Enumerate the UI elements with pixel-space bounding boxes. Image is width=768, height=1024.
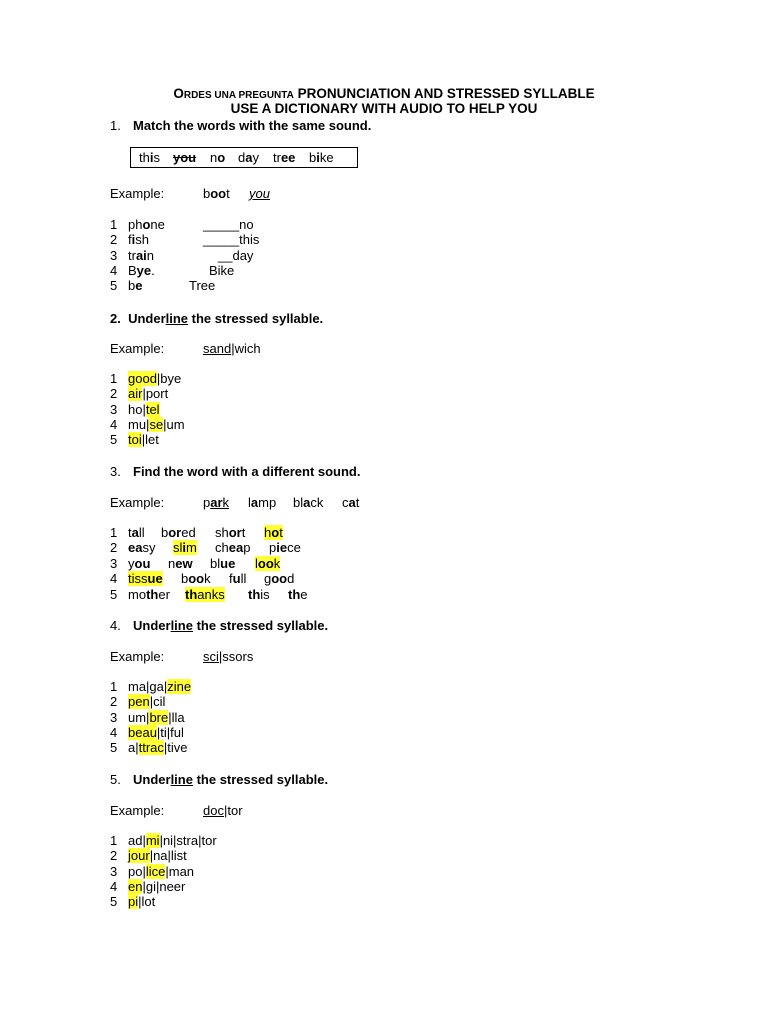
text-segment: n <box>146 248 155 263</box>
item-number: 4 <box>110 263 118 278</box>
syllable-word <box>128 894 155 909</box>
text-segment: b <box>128 278 136 293</box>
text-segment: l <box>248 495 251 510</box>
text-segment: ph <box>128 217 143 232</box>
text-segment: i <box>182 540 187 556</box>
text-segment: air <box>128 386 143 402</box>
text-segment: b <box>161 525 169 540</box>
syllable-word <box>128 710 185 725</box>
text-segment: tiss <box>128 571 148 587</box>
text-segment: |port <box>142 386 169 402</box>
syllable-word <box>128 432 159 447</box>
syllable-word <box>128 740 188 755</box>
syllable-word <box>128 725 184 740</box>
text-segment: se <box>149 416 164 432</box>
syllable-word <box>128 694 165 709</box>
text-segment: a <box>348 495 356 510</box>
text-segment: ck <box>310 495 324 510</box>
word-box-word-6 <box>309 150 334 165</box>
text-segment: |bye <box>156 371 182 386</box>
item-number: 5 <box>110 740 118 756</box>
text-segment: b <box>181 571 189 587</box>
text-segment: e <box>135 278 143 293</box>
text-segment: |wich <box>231 341 261 356</box>
text-segment: o <box>217 150 226 165</box>
item-number: 1 <box>110 371 118 386</box>
text-segment: mu| <box>128 416 150 432</box>
text-segment: m <box>186 540 197 556</box>
text-segment: ea <box>128 540 143 556</box>
syllable-word <box>128 833 217 848</box>
text-segment: th <box>146 586 159 602</box>
text-segment: s <box>153 150 160 165</box>
title-prefix-initial: O <box>173 86 184 101</box>
word-box-word-2 <box>173 150 196 165</box>
answer-blank: __day <box>218 248 254 263</box>
text-segment: i <box>149 150 154 165</box>
example-word <box>293 495 323 510</box>
text-segment: good <box>128 371 157 386</box>
section-2-number: 2. <box>110 311 121 326</box>
option-word <box>161 525 196 540</box>
text-segment: en <box>128 878 143 894</box>
answer-blank: Tree <box>189 278 216 293</box>
item-number: 3 <box>110 709 118 725</box>
syllable-word <box>128 386 168 401</box>
text-segment: o <box>271 525 280 540</box>
syllable-word <box>128 848 187 863</box>
item-number: 4 <box>110 724 118 740</box>
text-segment: sh <box>135 232 149 247</box>
section-2-heading <box>110 311 323 326</box>
text-segment: ar <box>210 495 223 510</box>
row-number: 3 <box>110 555 118 571</box>
text-segment: |um <box>163 416 185 432</box>
text-segment: p <box>243 540 251 556</box>
text-segment: sl <box>173 540 183 556</box>
option-word <box>264 525 283 540</box>
text-segment: ch <box>215 540 229 556</box>
text-segment: beau <box>128 724 157 740</box>
text-segment: |tive <box>163 740 188 756</box>
text-segment: mi <box>145 833 160 848</box>
section-5-heading <box>133 772 328 787</box>
text-segment: sy <box>142 540 156 556</box>
text-segment: ma|ga| <box>128 679 168 694</box>
text-segment: f <box>128 232 132 247</box>
option-word <box>210 556 235 571</box>
section-4-number: 4. <box>110 618 121 633</box>
text-segment: t <box>355 495 360 510</box>
text-segment: ce <box>287 540 301 556</box>
example-word <box>248 495 276 510</box>
text-segment: |gi|neer <box>142 878 186 894</box>
section-4-example-word <box>203 649 253 664</box>
section-2-heading-post: the stressed syllable. <box>188 311 324 326</box>
text-segment: e <box>300 586 308 602</box>
text-segment: t <box>128 525 132 540</box>
text-segment: ye <box>136 263 152 278</box>
option-word <box>229 571 246 586</box>
item-number: 5 <box>110 894 118 910</box>
text-segment: f <box>229 571 233 587</box>
text-segment: ea <box>228 540 244 556</box>
text-segment: th <box>139 150 150 165</box>
text-segment: u <box>232 571 241 587</box>
text-segment: ew <box>175 555 193 571</box>
text-segment: or <box>228 525 242 540</box>
text-segment: th <box>288 586 301 602</box>
text-segment: er <box>158 586 170 602</box>
item-word <box>128 278 142 293</box>
item-number: 5 <box>110 278 118 293</box>
text-segment: th <box>185 586 198 602</box>
section-4-heading-post: the stressed syllable. <box>192 618 329 633</box>
text-segment: mo <box>128 586 147 602</box>
section-2-heading-pre: Under <box>128 311 166 326</box>
syllable-word <box>128 371 181 386</box>
example-word <box>342 495 359 510</box>
item-number: 2 <box>110 848 118 864</box>
text-segment: y <box>128 555 135 571</box>
item-number: 2 <box>110 232 118 247</box>
text-segment: t <box>226 186 230 201</box>
section-4-heading-pre: Under <box>133 618 171 633</box>
option-word <box>128 571 163 586</box>
text-segment: pen <box>128 694 150 710</box>
text-segment: ue <box>147 571 163 587</box>
text-segment: or <box>168 525 182 540</box>
item-word <box>128 263 155 278</box>
row-number: 4 <box>110 571 118 587</box>
text-segment: |man <box>165 863 195 879</box>
text-segment: l <box>255 555 258 571</box>
word-box-word-4 <box>238 150 259 165</box>
item-number: 2 <box>110 386 118 402</box>
text-segment: d <box>287 571 295 587</box>
word-box-word-5 <box>273 150 295 165</box>
option-word <box>269 540 301 555</box>
text-segment: ai <box>135 248 147 263</box>
option-word <box>185 587 225 602</box>
text-segment: k <box>273 555 281 571</box>
item-number: 3 <box>110 401 118 417</box>
text-segment: is <box>260 586 270 602</box>
option-word <box>288 587 308 602</box>
item-number: 4 <box>110 878 118 894</box>
text-segment: um| <box>128 709 150 725</box>
text-segment: ne <box>150 217 165 232</box>
title-line-1: PRONUNCIATION AND STRESSED SYLLABLE <box>297 86 595 101</box>
text-segment: oo <box>257 555 274 571</box>
text-segment: p <box>203 495 211 510</box>
section-4-heading <box>133 618 328 633</box>
text-segment: |ssors <box>218 649 254 664</box>
text-segment: |na|list <box>149 848 187 864</box>
text-segment: ue <box>220 555 236 571</box>
option-word <box>128 525 145 540</box>
text-segment: a <box>245 150 253 165</box>
text-segment: sci <box>203 649 219 664</box>
syllable-word <box>128 417 185 432</box>
text-segment: |tor <box>223 803 243 818</box>
item-word <box>128 248 154 263</box>
text-segment: B <box>128 263 137 278</box>
text-segment: a <box>303 495 311 510</box>
text-segment: oo <box>271 571 288 587</box>
text-segment: |ni|stra|tor <box>159 833 217 848</box>
text-segment: p <box>269 540 277 556</box>
syllable-word <box>128 402 160 417</box>
text-segment: tr <box>128 248 136 263</box>
section-5-example-label: Example: <box>110 803 165 818</box>
section-3-heading: Find the word with a different sound. <box>133 464 361 479</box>
word-box-word-3 <box>210 150 225 165</box>
text-segment: ad| <box>128 833 146 848</box>
syllable-word <box>128 879 185 894</box>
text-segment: mp <box>258 495 277 510</box>
text-segment: ie <box>276 540 288 556</box>
section-3-number: 3. <box>110 464 121 479</box>
section-4-heading-underlined: line <box>170 618 193 633</box>
text-segment: k <box>222 495 230 510</box>
text-segment: oo <box>210 186 227 201</box>
example-word <box>203 495 229 510</box>
text-segment: lice <box>145 863 166 879</box>
text-segment: g <box>264 571 272 587</box>
section-5-heading-post: the stressed syllable. <box>192 772 329 787</box>
text-segment: i <box>131 232 136 247</box>
text-segment: ke <box>319 150 334 165</box>
answer-blank: _____no <box>203 217 254 232</box>
text-segment: k <box>204 571 211 587</box>
text-segment: o <box>142 217 151 232</box>
section-1-number: 1. <box>110 118 121 133</box>
text-segment: |lla <box>168 709 185 725</box>
row-number: 1 <box>110 525 118 540</box>
text-segment: |let <box>141 432 159 448</box>
row-number: 2 <box>110 540 118 556</box>
text-segment: bl <box>293 495 304 510</box>
section-2-heading-underlined: line <box>165 311 189 326</box>
section-5-number: 5. <box>110 772 121 787</box>
text-segment: a| <box>128 740 139 756</box>
text-segment: a <box>250 495 259 510</box>
text-segment: po| <box>128 863 146 879</box>
text-segment: ed <box>181 525 196 540</box>
text-segment: sh <box>215 525 229 540</box>
text-segment: b <box>309 150 317 165</box>
text-segment: c <box>342 495 349 510</box>
text-segment: ttrac <box>138 740 164 756</box>
option-word <box>181 571 211 586</box>
text-segment: ou <box>134 555 151 571</box>
text-segment: tr <box>273 150 281 165</box>
text-segment: pi <box>128 894 139 910</box>
section-1-example-word <box>203 186 230 201</box>
text-segment: bre <box>149 709 169 725</box>
section-5-example-word <box>203 803 243 818</box>
text-segment: |ti|ful <box>156 724 184 740</box>
text-segment: bl <box>210 555 221 571</box>
text-segment: |cil <box>149 694 166 710</box>
item-number: 2 <box>110 694 118 710</box>
text-segment: jour <box>128 848 150 864</box>
text-segment: anks <box>197 586 225 602</box>
text-segment: n <box>210 150 218 165</box>
word-box-word-1 <box>139 150 160 165</box>
text-segment: . <box>151 263 155 278</box>
title-prefix-rest: RDES UNA PREGUNTA <box>183 90 294 101</box>
text-segment: ee <box>280 150 296 165</box>
text-segment: toi <box>128 432 142 448</box>
text-segment: zine <box>167 679 192 694</box>
row-number: 5 <box>110 586 118 602</box>
text-segment: tel <box>145 401 160 417</box>
answer-blank: _____this <box>203 232 260 247</box>
text-segment: t <box>279 525 283 540</box>
section-2-example-label: Example: <box>110 341 165 356</box>
section-4-example-label: Example: <box>110 649 165 664</box>
answer-blank: Bike <box>209 263 235 278</box>
item-number: 1 <box>110 217 118 232</box>
text-segment: y <box>252 150 259 165</box>
item-number: 3 <box>110 863 118 879</box>
section-1-example-answer: you <box>249 186 270 201</box>
subtitle: USE A DICTIONARY WITH AUDIO TO HELP YOU <box>230 101 538 116</box>
option-word <box>173 540 197 555</box>
syllable-word <box>128 679 191 694</box>
text-segment: doc <box>203 803 224 818</box>
section-5-heading-pre: Under <box>133 772 171 787</box>
text-segment: sand <box>203 341 232 356</box>
section-1-example-label: Example: <box>110 186 165 201</box>
section-3-example-label: Example: <box>110 495 165 510</box>
option-word <box>255 556 280 571</box>
item-number: 4 <box>110 416 118 432</box>
item-word <box>128 217 165 232</box>
text-segment: |lot <box>138 894 156 910</box>
item-number: 5 <box>110 432 118 448</box>
option-word <box>168 556 193 571</box>
option-word <box>215 540 250 555</box>
option-word <box>128 587 170 602</box>
option-word <box>128 540 155 555</box>
item-word <box>128 232 149 247</box>
text-segment: ho| <box>128 401 146 417</box>
text-segment: n <box>168 555 176 571</box>
item-number: 1 <box>110 679 118 694</box>
text-segment: th <box>248 586 261 602</box>
text-segment: ll <box>138 525 145 540</box>
option-word <box>248 587 270 602</box>
section-2-example-word <box>203 341 261 356</box>
text-segment: t <box>241 525 246 540</box>
section-5-heading-underlined: line <box>170 772 193 787</box>
text-segment: you <box>173 150 197 165</box>
text-segment: b <box>203 186 211 201</box>
option-word <box>264 571 294 586</box>
item-number: 3 <box>110 248 118 263</box>
text-segment: a <box>131 525 139 540</box>
text-segment: h <box>264 525 272 540</box>
text-segment: oo <box>188 571 205 587</box>
option-word <box>128 556 150 571</box>
option-word <box>215 525 245 540</box>
text-segment: d <box>238 150 246 165</box>
text-segment: ll <box>240 571 247 587</box>
section-1-heading: Match the words with the same sound. <box>133 118 372 133</box>
syllable-word <box>128 864 194 879</box>
text-segment: i <box>316 150 320 165</box>
item-number: 1 <box>110 833 118 848</box>
